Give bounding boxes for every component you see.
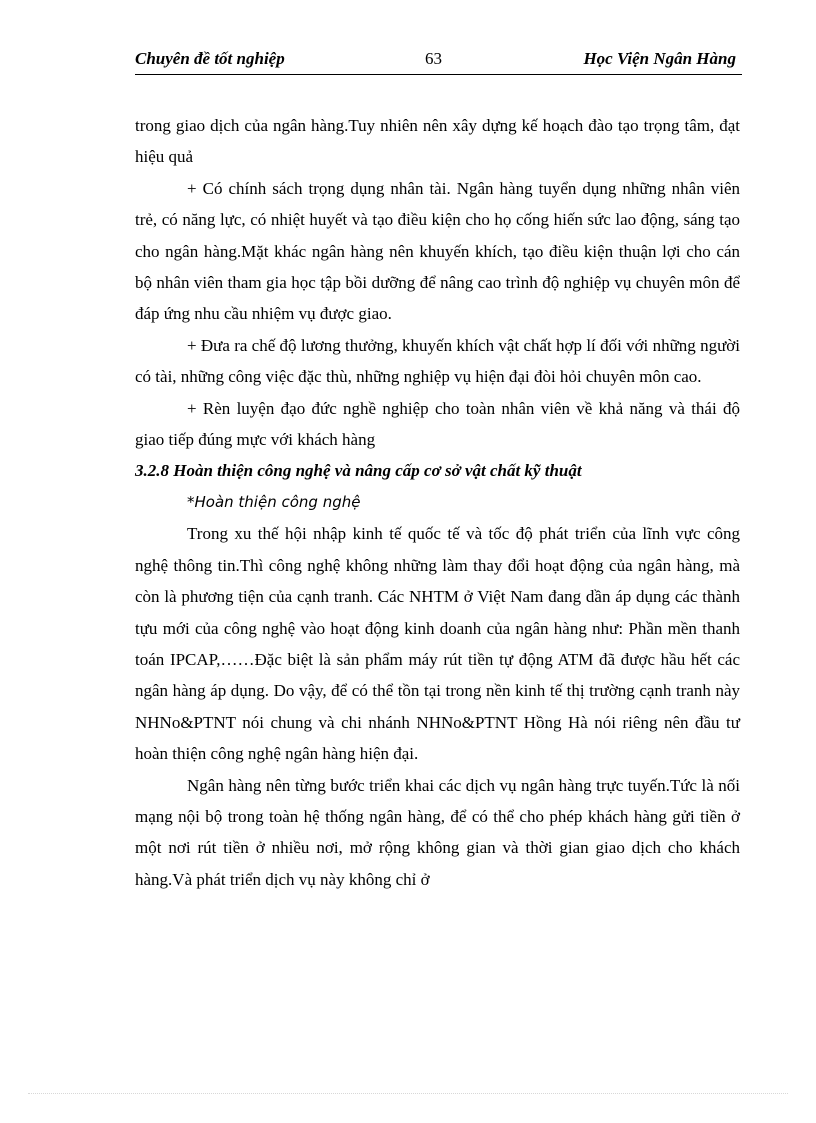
page-number: 63 (425, 49, 442, 68)
paragraph-continuation: trong giao dịch của ngân hàng.Tuy nhiên nên xây dựng kế hoạch đào tạo trọng tâm, đạt hiệu quả (135, 116, 740, 167)
footer-divider (28, 1093, 788, 1094)
header-title: Chuyên đề tốt nghiệp (135, 49, 285, 68)
paragraph-technology-trend: Trong xu thế hội nhập kinh tế quốc tế và tốc độ phát triển của lĩnh vực công nghệ thông tin.Thì công nghệ không những làm thay đổi hoạt động của ngân hàng, mà còn là phương tiện của cạnh tranh. Các NHTM ở Việt Nam đang dần áp dụng các thành tựu mới của công nghệ vào hoạt động kinh doanh của ngân hàng như: Phần mền thanh toán IPCAP,……Đặc biệt là sản phẩm máy rút tiền tự động ATM đã được hầu hết các ngân hàng áp dụng. Do vậy, để có thể tồn tại trong nền kinh tế thị trường cạnh tranh này NHNo&PTNT nói chung và chi nhánh NHNo&PTNT Hồng Hà nói riêng nên đầu tư hoàn thiện công nghệ ngân hàng hiện đại. (135, 524, 740, 764)
paragraph-talent-policy: + Có chính sách trọng dụng nhân tài. Ngân hàng tuyển dụng những nhân viên trẻ, có năng lực, có nhiệt huyết và tạo điều kiện cho họ cống hiến sức lao động, sáng tạo cho ngân hàng.Mặt khác ngân hàng nên khuyến khích, tạo điều kiện thuận lợi cho cán bộ nhân viên tham gia học tập bồi dưỡng để nâng cao trình độ nghiệp vụ chuyên môn để đáp ứng nhu cầu nhiệm vụ được giao. (135, 178, 740, 324)
header-institution: Học Viện Ngân Hàng (583, 49, 736, 68)
section-heading: 3.2.8 Hoàn thiện công nghệ và nâng cấp cơ sở vật chất kỹ thuật (135, 461, 582, 481)
paragraph-salary-policy: + Đưa ra chế độ lương thưởng, khuyến khích vật chất hợp lí đối với những người có tài, những công việc đặc thù, những nghiệp vụ hiện đại đòi hỏi chuyên môn cao. (135, 335, 740, 387)
paragraph-online-banking: Ngân hàng nên từng bước triển khai các dịch vụ ngân hàng trực tuyến.Tức là nối mạng nội bộ trong toàn hệ thống ngân hàng, để có thể cho phép khách hàng gửi tiền ở một nơi rút tiền ở nhiều nơi, mở rộng không gian và thời gian giao dịch cho khách hàng.Và phát triển dịch vụ này không chỉ ở (135, 775, 740, 889)
page-header (135, 48, 742, 75)
subsection-heading: *Hoàn thiện công nghệ (187, 492, 361, 511)
body-text (135, 110, 740, 895)
paragraph-ethics-training: + Rèn luyện đạo đức nghề nghiệp cho toàn nhân viên về khả năng và thái độ giao tiếp đúng mực với khách hàng (135, 398, 740, 450)
